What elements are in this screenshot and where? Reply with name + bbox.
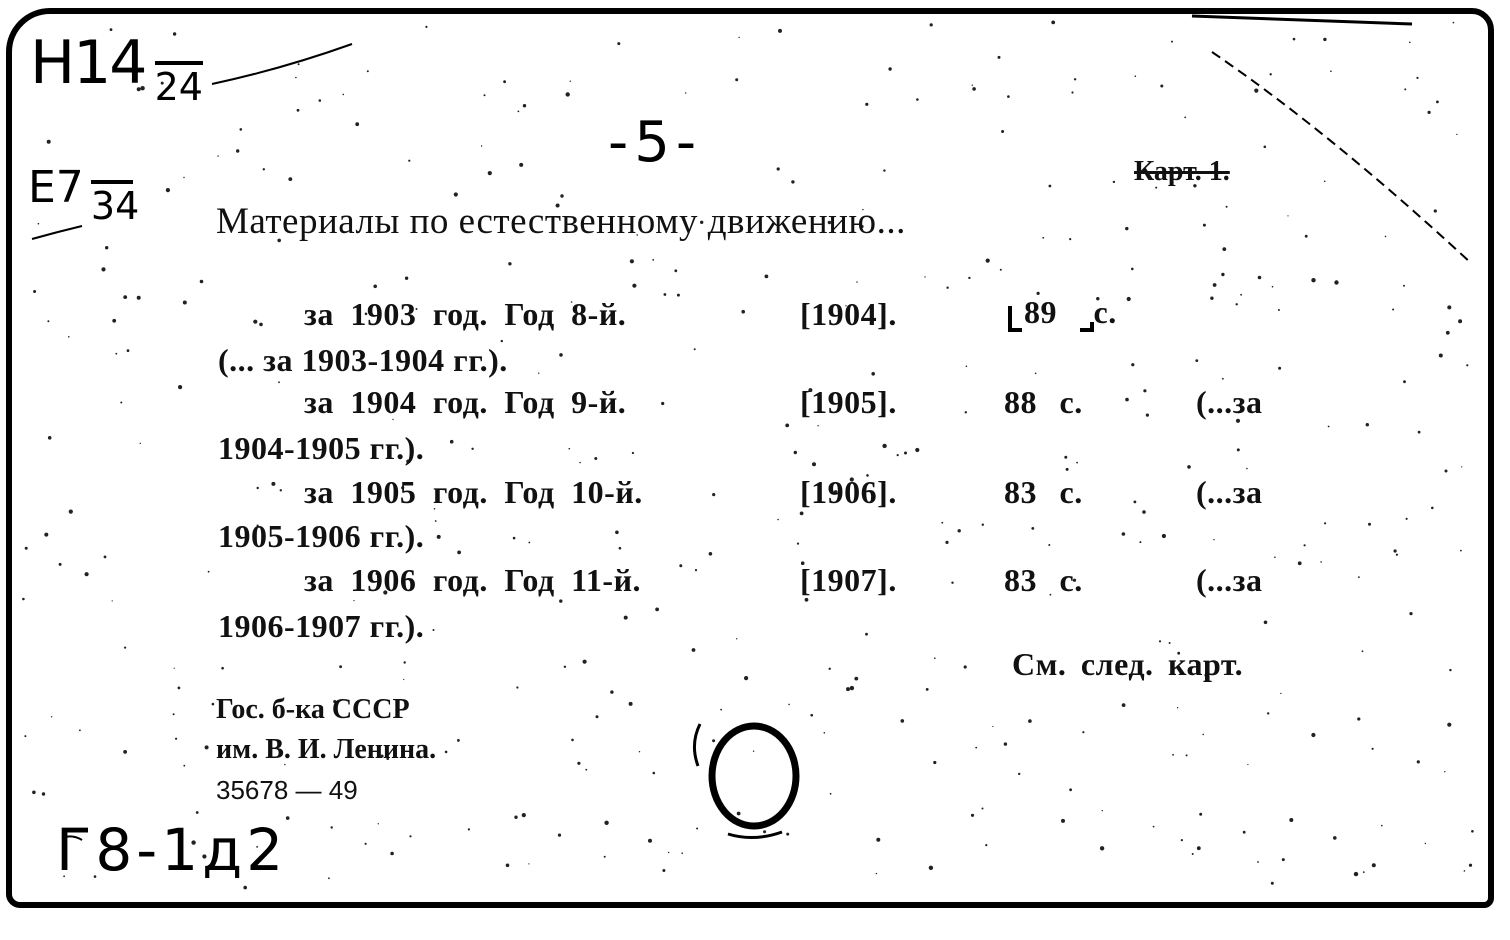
entry-year: [1905]. — [800, 384, 897, 420]
shelfmark-e7-den: 34 — [90, 183, 140, 228]
shelfmark-g8: Г8-1д2 — [56, 816, 288, 884]
entry-line: за 1903 год. Год 8-й. — [304, 296, 627, 332]
scan-strokes — [12, 14, 1488, 902]
entry-line: за 1905 год. Год 10-й. — [304, 474, 643, 510]
card-number: -5- — [608, 110, 703, 175]
entry-line: за 1904 год. Год 9-й. — [304, 384, 627, 420]
entry-line-continued: 1906-1907 гг.). — [218, 608, 425, 644]
entry-line-continued: (... за 1903-1904 гг.). — [218, 342, 508, 378]
entry-year: [1906]. — [800, 474, 897, 510]
entry-year: [1907]. — [800, 562, 897, 598]
see-next-card: См. след. карт. — [1012, 646, 1244, 682]
shelfmark-e7-main: E7 — [28, 162, 84, 213]
card-label-struck: Карт. 1. — [1134, 156, 1230, 187]
catalog-card — [6, 8, 1494, 908]
entry-line: за 1906 год. Год 11-й. — [304, 562, 641, 598]
entry-line-continued: 1904-1905 гг.). — [218, 430, 425, 466]
entry-year: [1904]. — [800, 296, 897, 332]
entry-pages: 89 с. — [1024, 294, 1117, 330]
card-title: Материалы по естественному движению... — [216, 201, 906, 242]
entry-pages: 88 с. — [1004, 384, 1083, 420]
entry-pages: 83 с. — [1004, 474, 1083, 510]
entry-note: (...за — [1196, 562, 1263, 598]
shelfmark-h14-den: 24 — [154, 64, 203, 109]
library-stamp-line1: Гос. б-ка СССР — [216, 694, 410, 725]
library-stamp-line3: 35678 — 49 — [216, 775, 358, 805]
shelfmark-h14-main: Н14 — [30, 28, 146, 98]
entry-line-continued: 1905-1906 гг.). — [218, 518, 425, 554]
entry-note: (...за — [1196, 474, 1263, 510]
entry-pages: 83 с. — [1004, 562, 1083, 598]
library-stamp-line2: им. В. И. Ленина. — [216, 734, 437, 765]
entry-note: (...за — [1196, 384, 1263, 420]
